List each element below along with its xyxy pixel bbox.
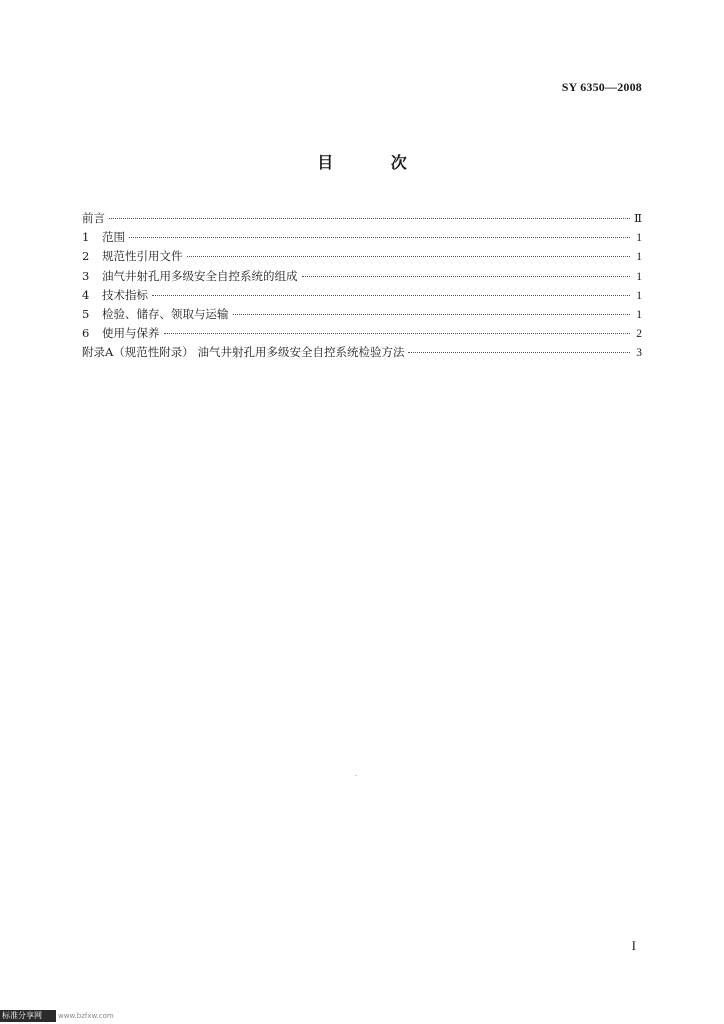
toc-entry-number: 5 [82, 306, 90, 321]
toc-entry-page: 1 [636, 308, 642, 321]
toc-entry-number: 2 [82, 249, 90, 264]
toc-entry-normative-references[interactable] [82, 247, 642, 266]
toc-leader-dots [233, 314, 631, 315]
watermark-stamp: 标准分享网 [0, 1010, 56, 1022]
toc-entry-text: 规范性引用文件 [102, 249, 183, 264]
toc-entry-number: 1 [82, 230, 90, 245]
toc-entry-page: 2 [636, 328, 642, 341]
toc-entry-text: 范围 [102, 230, 125, 245]
toc-leader-dots [302, 276, 631, 277]
toc-entry-page: 1 [636, 270, 642, 283]
scan-speck [355, 775, 357, 776]
toc-entry-text: 使用与保养 [102, 326, 160, 341]
toc-entry-page: Ⅱ [634, 213, 642, 225]
table-of-contents [82, 209, 642, 363]
toc-leader-dots [164, 333, 631, 334]
toc-entry-text: 技术指标 [102, 287, 148, 302]
toc-entry-page: 3 [636, 347, 642, 360]
toc-entry-technical-indicators[interactable] [82, 286, 642, 305]
toc-leader-dots [109, 218, 630, 219]
toc-entry-number: 6 [82, 326, 90, 341]
toc-entry-page: 1 [636, 232, 642, 245]
toc-entry-inspection-storage[interactable] [82, 305, 642, 324]
standard-code: SY 6350—2008 [561, 80, 642, 94]
toc-entry-system-composition[interactable] [82, 267, 642, 286]
toc-entry-number: 3 [82, 268, 90, 283]
toc-entry-page: 1 [636, 251, 642, 264]
page-number: I [631, 938, 636, 953]
toc-entry-number: 4 [82, 287, 90, 302]
toc-entry-scope[interactable] [82, 228, 642, 247]
toc-title: 目 次 [317, 153, 433, 172]
watermark-url: www.bzfxw.com [58, 1012, 114, 1020]
toc-entry-use-maintenance[interactable] [82, 324, 642, 343]
toc-entry-text: 前言 [82, 211, 105, 225]
toc-leader-dots [129, 237, 630, 238]
toc-leader-dots [408, 352, 630, 353]
toc-entry-appendix-a[interactable] [82, 343, 642, 362]
toc-leader-dots [187, 256, 631, 257]
toc-entry-foreword[interactable] [82, 209, 642, 228]
toc-entry-text: 检验、储存、领取与运输 [102, 306, 229, 321]
toc-leader-dots [152, 295, 630, 296]
toc-entry-text: 油气井射孔用多级安全自控系统的组成 [102, 268, 298, 283]
toc-entry-text: 附录A（规范性附录） 油气井射孔用多级安全自控系统检验方法 [82, 345, 405, 360]
toc-entry-page: 1 [636, 289, 642, 302]
